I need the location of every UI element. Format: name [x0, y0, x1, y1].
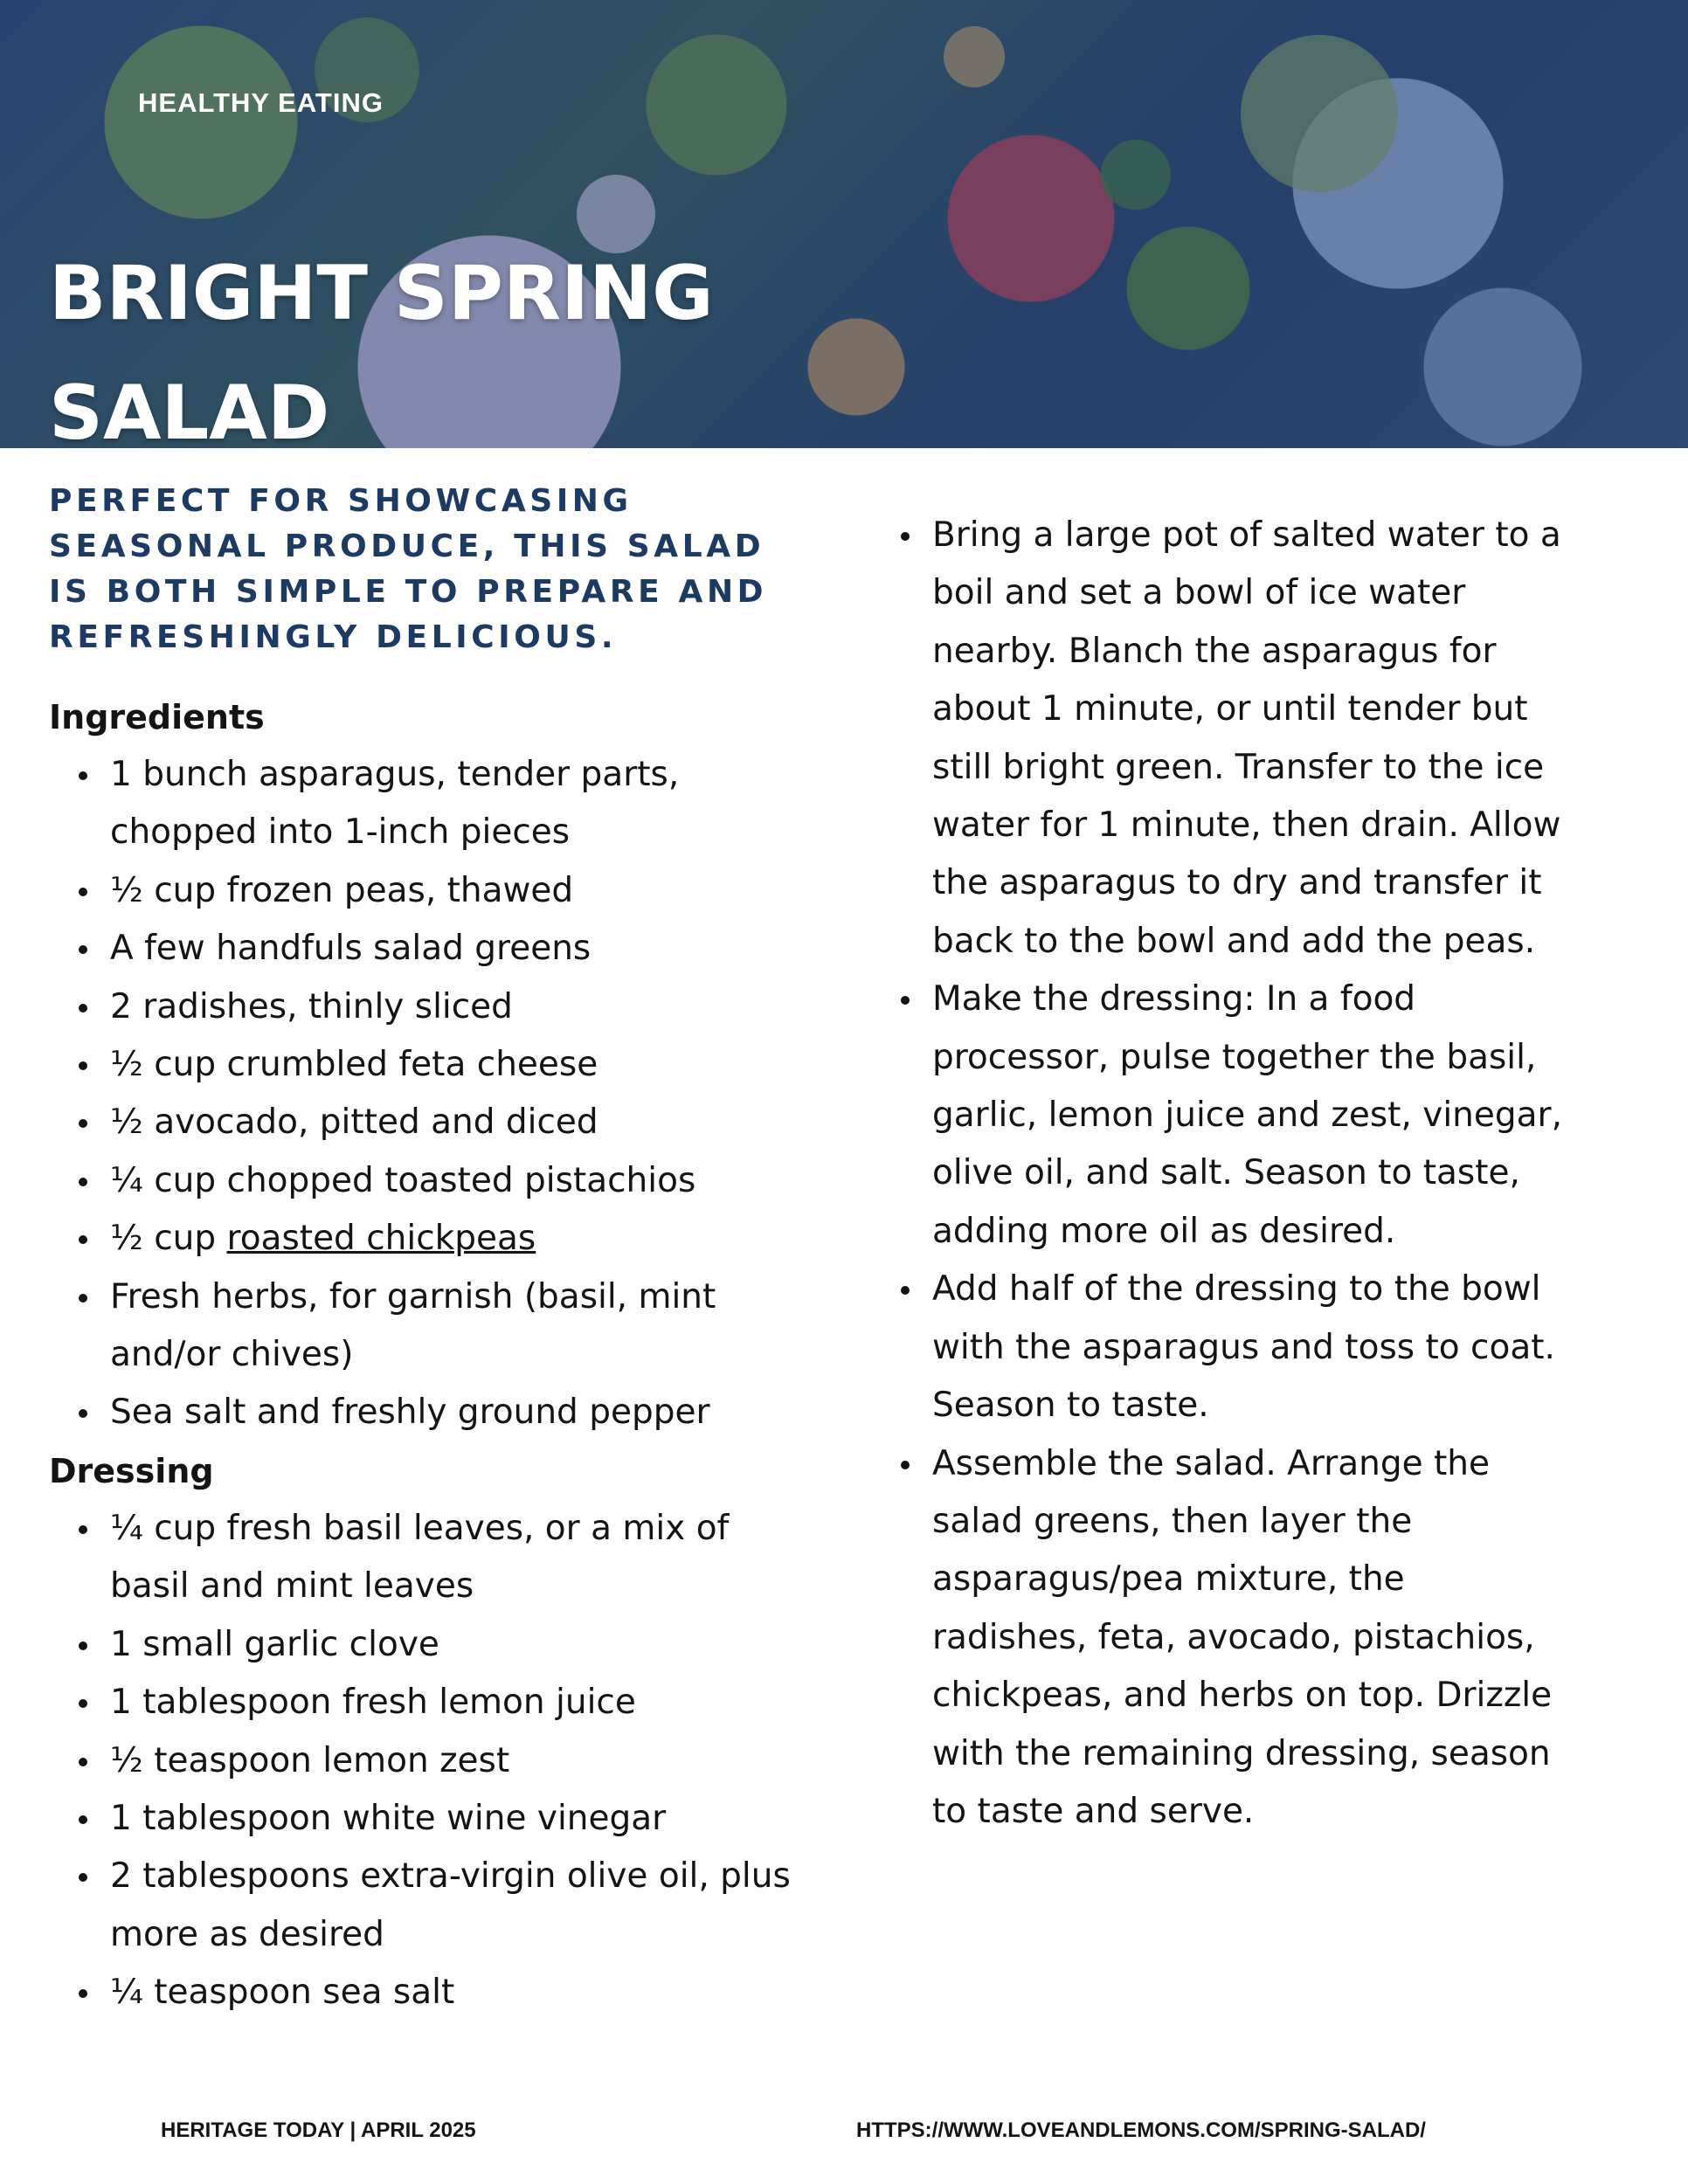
- dressing-item: 1 tablespoon white wine vinegar: [110, 1790, 800, 1848]
- dressing-item: 1 small garlic clove: [110, 1616, 800, 1674]
- dressing-item: ¼ cup fresh basil leaves, or a mix of basil and mint leaves: [110, 1500, 800, 1616]
- dressing-item: ½ teaspoon lemon zest: [110, 1732, 800, 1790]
- page-title: BRIGHT SPRING SALAD: [49, 250, 714, 448]
- footer-source-url[interactable]: HTTPS://WWW.LOVEANDLEMONS.COM/SPRING-SALAD/: [856, 2118, 1426, 2142]
- footer-publication: HERITAGE TODAY | APRIL 2025: [161, 2118, 476, 2142]
- roasted-chickpeas-link[interactable]: roasted chickpeas: [226, 1219, 536, 1259]
- ingredient-item: ½ cup frozen peas, thawed: [110, 862, 800, 920]
- dressing-list: [49, 1500, 800, 2022]
- intro-text: PERFECT FOR SHOWCASING SEASONAL PRODUCE, THIS SALAD IS BOTH SIMPLE TO PREPARE AND REFRESHINGLY DELICIOUS.: [49, 483, 768, 655]
- ingredient-item: ½ cup crumbled feta cheese: [110, 1036, 800, 1094]
- dressing-heading: Dressing: [49, 1451, 214, 1490]
- ingredient-item: 1 bunch asparagus, tender parts, chopped into 1-inch pieces: [110, 746, 800, 862]
- ingredient-item: 2 radishes, thinly sliced: [110, 978, 800, 1036]
- ingredient-item: ¼ cup chopped toasted pistachios: [110, 1152, 800, 1210]
- dressing-item: ¼ teaspoon sea salt: [110, 1964, 800, 2022]
- ingredients-heading: Ingredients: [49, 698, 265, 736]
- instruction-step: Assemble the salad. Arrange the salad greens, then layer the asparagus/pea mixture, the radishes, feta, avocado, pistachios, chickpeas, and herbs on top. Drizzle with the remaining dressing, season to taste and serve.: [932, 1435, 1570, 1842]
- instructions-column: [871, 507, 1570, 1841]
- ingredient-item-text: ½ cup: [110, 1219, 227, 1259]
- section-kicker: HEALTHY EATING: [138, 87, 384, 118]
- ingredient-item: ½ avocado, pitted and diced: [110, 1094, 800, 1151]
- ingredient-item: Sea salt and freshly ground pepper: [110, 1384, 800, 1441]
- instruction-step: Bring a large pot of salted water to a boil and set a bowl of ice water nearby. Blanch the asparagus for about 1 minute, or until tender but still bright green. Transfer to the ice water for 1 minute, then drain. Allow the asparagus to dry and transfer it back to the bowl and add the peas.: [932, 507, 1570, 971]
- dressing-item: 1 tablespoon fresh lemon juice: [110, 1674, 800, 1731]
- ingredients-list: [49, 746, 800, 1442]
- dressing-item: 2 tablespoons extra-virgin olive oil, plus more as desired: [110, 1848, 800, 1964]
- ingredients-column: [49, 688, 800, 2022]
- hero-banner-image: [0, 0, 1688, 448]
- ingredient-item: Fresh herbs, for garnish (basil, mint and/or chives): [110, 1268, 800, 1385]
- ingredient-item: [110, 1210, 800, 1268]
- instructions-list: [871, 507, 1570, 1841]
- instruction-step: Make the dressing: In a food processor, pulse together the basil, garlic, lemon juice and zest, vinegar, olive oil, and salt. Season to taste, adding more oil as desired.: [932, 971, 1570, 1261]
- instruction-step: Add half of the dressing to the bowl with the asparagus and toss to coat. Season to taste.: [932, 1261, 1570, 1434]
- ingredient-item: A few handfuls salad greens: [110, 920, 800, 978]
